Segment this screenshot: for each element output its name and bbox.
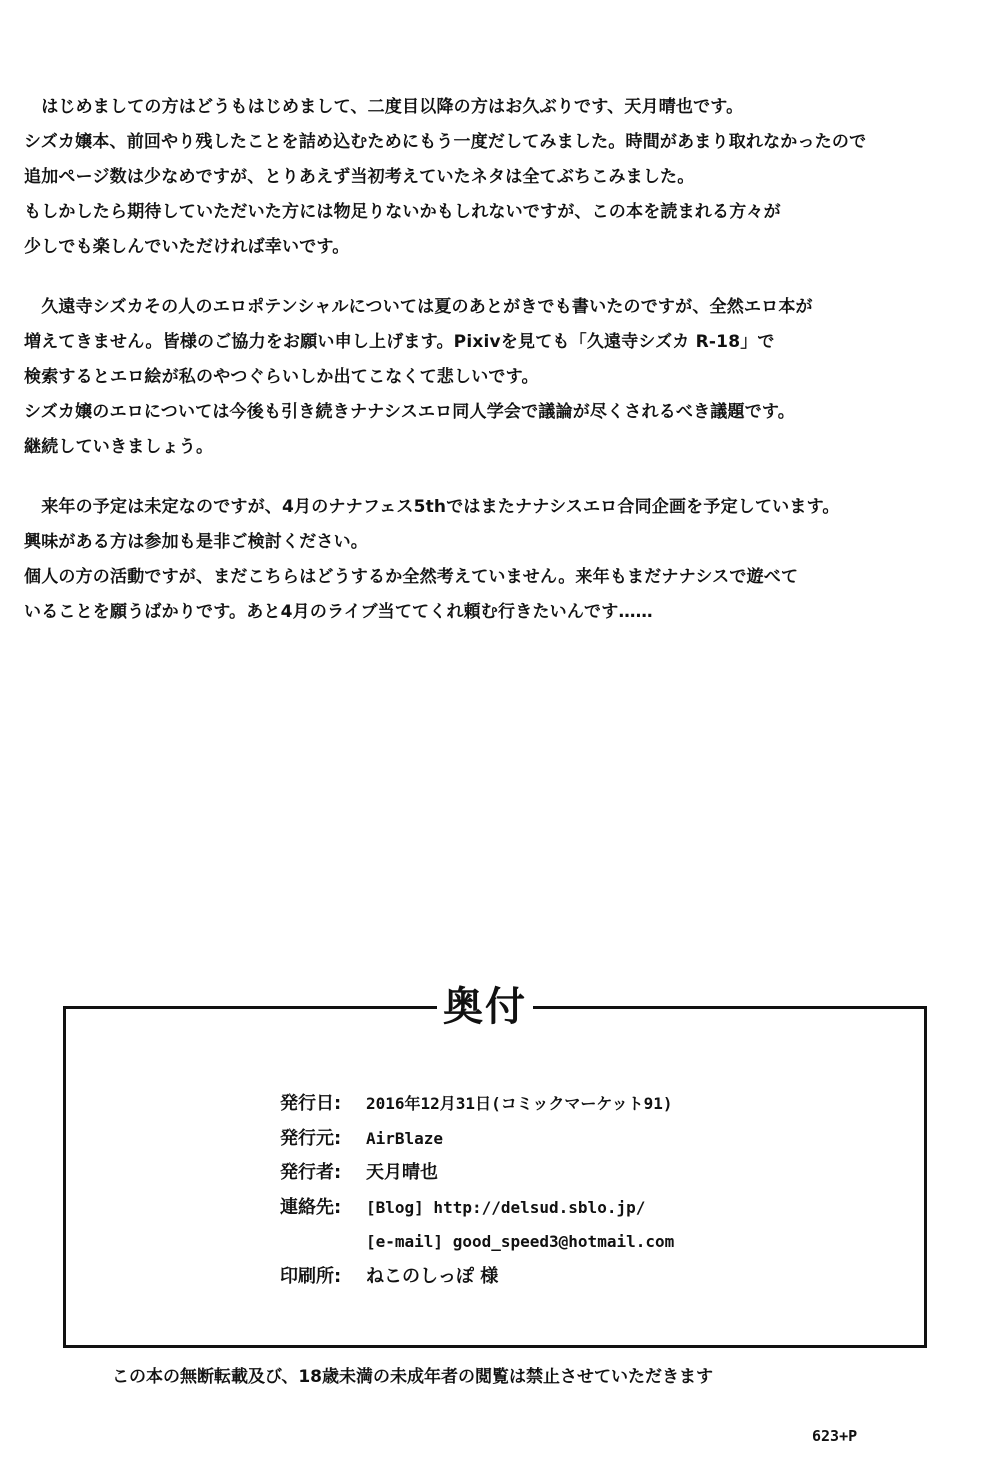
afterword-paragraph-2 bbox=[24, 290, 984, 465]
afterword-line: シズカ嬢本、前回やり残したことを詰め込むためにもう一度だしてみました。時間があまり取れなかったので bbox=[24, 132, 867, 152]
afterword-line: 追加ページ数は少なめですが、とりあえず当初考えていたネタは全てぶちこみました。 bbox=[24, 167, 695, 187]
afterword-line: いることを願うばかりです。あと4月のライブ当ててくれ頼む行きたいんです…… bbox=[24, 602, 653, 622]
afterword-line: 継続していきましょう。 bbox=[24, 437, 214, 457]
colophon-label bbox=[280, 1225, 366, 1260]
afterword-line: はじめましての方はどうもはじめまして、二度目以降の方はお久ぶりです、天月晴也です。 bbox=[24, 97, 744, 117]
colophon-row-publisher bbox=[280, 1122, 920, 1157]
reproduction-notice: この本の無断転載及び、18歳未満の未成年者の閲覧は禁止させていただきます bbox=[112, 1367, 713, 1387]
colophon-row-contact-blog bbox=[280, 1191, 920, 1226]
colophon-value: 2016年12月31日(コミックマーケット91) bbox=[366, 1094, 673, 1113]
colophon-label: 発行元: bbox=[280, 1127, 342, 1149]
colophon-value: AirBlaze bbox=[366, 1128, 444, 1148]
colophon-row-author bbox=[280, 1156, 920, 1191]
colophon-value: ねこのしっぽ 様 bbox=[366, 1265, 499, 1287]
colophon-row-contact-email bbox=[280, 1225, 920, 1260]
afterword-line: 検索するとエロ絵が私のやつぐらいしか出てこなくて悲しいです。 bbox=[24, 367, 539, 387]
afterword bbox=[24, 90, 984, 655]
page-code: 623+P bbox=[812, 1427, 858, 1445]
afterword-paragraph-3 bbox=[24, 490, 984, 630]
afterword-line: 増えてきません。皆様のご協力をお願い申し上げます。Pixivを見ても「久遠寺シズカ R-18」で bbox=[24, 332, 775, 352]
colophon-value: [Blog] http://delsud.sblo.jp/ bbox=[366, 1197, 646, 1217]
afterword-line: 個人の方の活動ですが、まだこちらはどうするか全然考えていません。来年もまだナナシスで遊べて bbox=[24, 567, 799, 587]
afterword-line: 来年の予定は未定なのですが、4月のナナフェス5thではまたナナシスエロ合同企画を予定しています。 bbox=[24, 497, 840, 517]
afterword-paragraph-1 bbox=[24, 90, 984, 265]
afterword-line: 久遠寺シズカその人のエロポテンシャルについては夏のあとがきでも書いたのですが、全然エロ本が bbox=[24, 297, 813, 317]
colophon-value: 天月晴也 bbox=[366, 1162, 438, 1183]
colophon-row-publish-date bbox=[280, 1087, 920, 1122]
afterword-line: シズカ嬢のエロについては今後も引き続きナナシスエロ同人学会で議論が尽くされるべき議題です。 bbox=[24, 402, 795, 422]
colophon-details bbox=[280, 1087, 920, 1294]
colophon-row-printer bbox=[280, 1260, 920, 1295]
colophon-label: 発行日: bbox=[280, 1093, 342, 1114]
colophon-label: 発行者: bbox=[280, 1162, 342, 1183]
afterword-line: 興味がある方は参加も是非ご検討ください。 bbox=[24, 532, 368, 552]
colophon-value: [e-mail] good_speed3@hotmail.com bbox=[366, 1232, 675, 1251]
afterword-line: 少しでも楽しんでいただければ幸いです。 bbox=[24, 237, 350, 257]
colophon-title: 奥付 bbox=[437, 982, 533, 1032]
colophon-label: 印刷所: bbox=[280, 1265, 342, 1287]
afterword-line: もしかしたら期待していただいた方には物足りないかもしれないですが、この本を読まれる方々が bbox=[24, 202, 781, 222]
colophon-label: 連絡先: bbox=[280, 1196, 342, 1218]
